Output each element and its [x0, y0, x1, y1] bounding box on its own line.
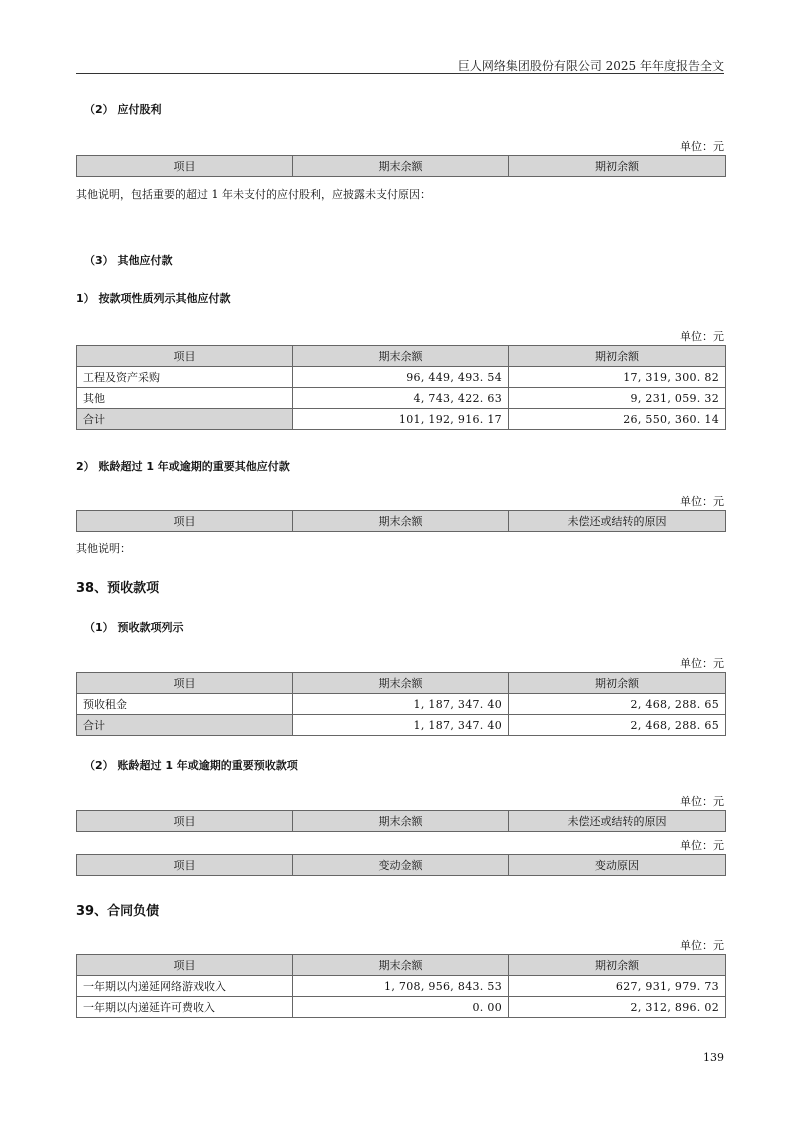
table-header-row: [77, 346, 726, 367]
ending-balance-cell: 4, 743, 422. 63: [293, 388, 509, 409]
column-header: 未偿还或结转的原因: [509, 811, 726, 832]
other-payables-table: [76, 345, 726, 430]
ending-balance-cell: 1, 187, 347. 40: [293, 715, 509, 736]
table-row: [77, 694, 726, 715]
row-label: 工程及资产采购: [77, 367, 293, 388]
column-header: 期初余额: [509, 346, 726, 367]
contract-liabilities-table: [76, 954, 726, 1018]
row-label: 一年期以内递延许可费收入: [77, 997, 293, 1018]
other-payables-heading: （3） 其他应付款: [84, 254, 173, 267]
advance-receipts-list-heading: （1） 预收款项列示: [84, 621, 184, 634]
opening-balance-cell: 17, 319, 300. 82: [509, 367, 726, 388]
column-header: 项目: [77, 511, 293, 532]
opening-balance-cell: 2, 312, 896. 02: [509, 997, 726, 1018]
ending-balance-cell: 1, 708, 956, 843. 53: [293, 976, 509, 997]
table-row: [77, 976, 726, 997]
ending-balance-cell: 0. 00: [293, 997, 509, 1018]
table-row: [77, 388, 726, 409]
ending-balance-cell: 96, 449, 493. 54: [293, 367, 509, 388]
row-label: 预收租金: [77, 694, 293, 715]
column-header: 期初余额: [509, 955, 726, 976]
contract-liabilities-unit-label: 单位：元: [680, 939, 724, 952]
advance-receipts-table: [76, 672, 726, 736]
column-header: 项目: [77, 955, 293, 976]
table-row: [77, 367, 726, 388]
advance-receipts-change-table: [76, 854, 726, 876]
column-header: 期末余额: [293, 673, 509, 694]
ending-balance-cell: 1, 187, 347. 40: [293, 694, 509, 715]
table-total-row: [77, 715, 726, 736]
report-header-title: 巨人网络集团股份有限公司 2025 年年度报告全文: [457, 59, 724, 73]
column-header: 期末余额: [293, 811, 509, 832]
column-header: 变动金额: [293, 855, 509, 876]
other-payables-unit-label: 单位：元: [680, 330, 724, 343]
column-header: 项目: [77, 346, 293, 367]
dividends-unit-label: 单位：元: [680, 140, 724, 153]
table-header-row: [77, 811, 726, 832]
opening-balance-cell: 2, 468, 288. 65: [509, 715, 726, 736]
other-payables-note: 其他说明：: [76, 542, 131, 555]
opening-balance-cell: 26, 550, 360. 14: [509, 409, 726, 430]
dividends-note: 其他说明，包括重要的超过 1 年未支付的应付股利，应披露未支付原因：: [76, 188, 431, 201]
column-header: 项目: [77, 673, 293, 694]
change-unit-label: 单位：元: [680, 839, 724, 852]
table-row: [77, 997, 726, 1018]
row-label: 合计: [77, 409, 293, 430]
contract-liabilities-section-title: 39、合同负债: [76, 904, 160, 919]
advance-receipts-section-title: 38、预收款项: [76, 581, 160, 596]
column-header: 项目: [77, 811, 293, 832]
column-header: 期初余额: [509, 156, 726, 177]
column-header: 期末余额: [293, 511, 509, 532]
opening-balance-cell: 627, 931, 979. 73: [509, 976, 726, 997]
ending-balance-cell: 101, 192, 916. 17: [293, 409, 509, 430]
table-header-row: [77, 855, 726, 876]
other-payables-by-nature-heading: 1） 按款项性质列示其他应付款: [76, 292, 231, 305]
row-label: 一年期以内递延网络游戏收入: [77, 976, 293, 997]
aged-advance-receipts-heading: （2） 账龄超过 1 年或逾期的重要预收款项: [84, 759, 298, 772]
column-header: 期末余额: [293, 346, 509, 367]
column-header: 项目: [77, 156, 293, 177]
column-header: 期末余额: [293, 156, 509, 177]
table-header-row: [77, 511, 726, 532]
aged-advance-receipts-unit-label: 单位：元: [680, 795, 724, 808]
column-header: 期初余额: [509, 673, 726, 694]
advance-receipts-unit-label: 单位：元: [680, 657, 724, 670]
table-header-row: [77, 156, 726, 177]
row-label: 合计: [77, 715, 293, 736]
aged-other-payables-unit-label: 单位：元: [680, 495, 724, 508]
opening-balance-cell: 9, 231, 059. 32: [509, 388, 726, 409]
page-number: 139: [703, 1051, 724, 1064]
aged-other-payables-heading: 2） 账龄超过 1 年或逾期的重要其他应付款: [76, 460, 290, 473]
table-header-row: [77, 673, 726, 694]
column-header: 变动原因: [509, 855, 726, 876]
table-total-row: [77, 409, 726, 430]
aged-advance-receipts-table: [76, 810, 726, 832]
column-header: 期末余额: [293, 955, 509, 976]
table-header-row: [77, 955, 726, 976]
column-header: 项目: [77, 855, 293, 876]
opening-balance-cell: 2, 468, 288. 65: [509, 694, 726, 715]
dividends-payable-table: [76, 155, 726, 177]
header-divider: [76, 73, 724, 74]
dividends-payable-heading: （2） 应付股利: [84, 103, 162, 116]
column-header: 未偿还或结转的原因: [509, 511, 726, 532]
row-label: 其他: [77, 388, 293, 409]
aged-other-payables-table: [76, 510, 726, 532]
